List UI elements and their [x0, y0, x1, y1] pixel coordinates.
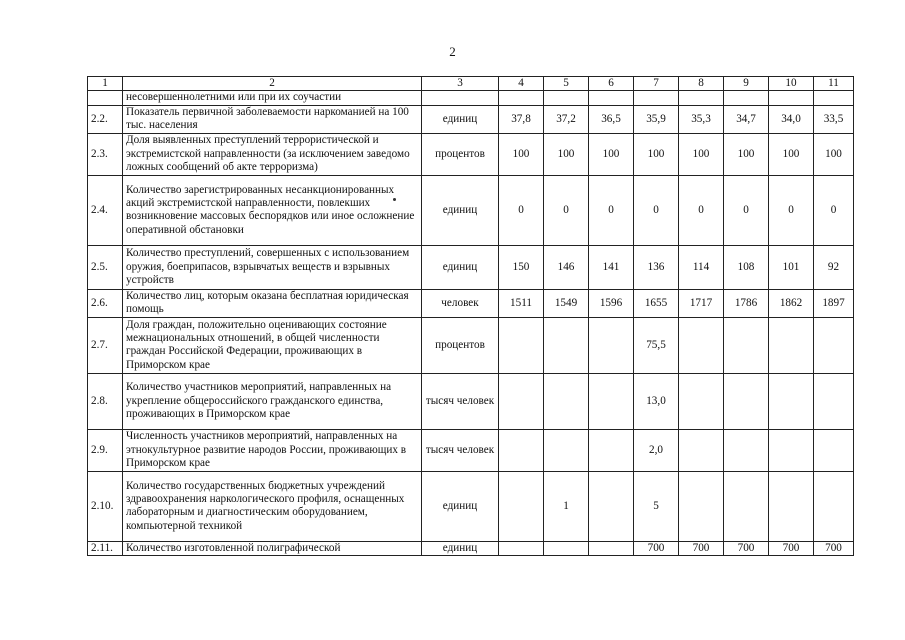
- value-cell: 700: [814, 541, 854, 555]
- value-cell: [499, 317, 544, 373]
- unit-cell: единиц: [422, 471, 499, 541]
- indicator-name: Количество преступлений, совершенных с использованием оружия, боеприпасов, взрывчатых веществ и взрывных устройств: [123, 245, 422, 289]
- indicator-name: Показатель первичной заболеваемости наркоманией на 100 тыс. населения: [123, 105, 422, 133]
- unit-cell: тысяч человек: [422, 373, 499, 429]
- value-cell: [814, 429, 854, 471]
- value-cell: [814, 91, 854, 105]
- table-row: [88, 373, 854, 429]
- value-cell: 100: [634, 133, 679, 175]
- value-cell: [589, 429, 634, 471]
- value-cell: [769, 471, 814, 541]
- value-cell: [589, 471, 634, 541]
- indicator-name: несовершеннолетними или при их соучастии: [123, 91, 422, 105]
- value-cell: 700: [679, 541, 724, 555]
- header-cell: 4: [499, 77, 544, 91]
- value-cell: [769, 373, 814, 429]
- row-number: 2.10.: [88, 471, 123, 541]
- value-cell: 150: [499, 245, 544, 289]
- value-cell: [544, 373, 589, 429]
- value-cell: 700: [634, 541, 679, 555]
- value-cell: 35,9: [634, 105, 679, 133]
- value-cell: 13,0: [634, 373, 679, 429]
- value-cell: [589, 317, 634, 373]
- value-cell: [679, 373, 724, 429]
- row-number: 2.11.: [88, 541, 123, 555]
- table-row: [88, 317, 854, 373]
- value-cell: [589, 373, 634, 429]
- value-cell: [544, 541, 589, 555]
- header-cell: 10: [769, 77, 814, 91]
- value-cell: [724, 429, 769, 471]
- value-cell: 100: [589, 133, 634, 175]
- row-number: 2.8.: [88, 373, 123, 429]
- header-cell: 9: [724, 77, 769, 91]
- indicator-name: Количество изготовленной полиграфической: [123, 541, 422, 555]
- indicator-name: Количество государственных бюджетных учреждений здравоохранения наркологического профиля, оснащенных лабораторным и диагностическим оборудованием, компьютерной техникой: [123, 471, 422, 541]
- header-row: [88, 77, 854, 91]
- value-cell: [769, 429, 814, 471]
- value-cell: 100: [544, 133, 589, 175]
- value-cell: 2,0: [634, 429, 679, 471]
- value-cell: [679, 471, 724, 541]
- row-number: 2.3.: [88, 133, 123, 175]
- value-cell: 114: [679, 245, 724, 289]
- value-cell: 0: [679, 175, 724, 245]
- header-cell: 5: [544, 77, 589, 91]
- row-number: 2.7.: [88, 317, 123, 373]
- value-cell: 1897: [814, 289, 854, 317]
- table-row: [88, 429, 854, 471]
- value-cell: [724, 373, 769, 429]
- value-cell: [814, 373, 854, 429]
- header-cell: 1: [88, 77, 123, 91]
- row-number: 2.6.: [88, 289, 123, 317]
- indicators-table: [87, 76, 854, 556]
- value-cell: [499, 429, 544, 471]
- indicator-name: Количество участников мероприятий, направленных на укрепление общероссийского гражданского единства, проживающих в Приморском крае: [123, 373, 422, 429]
- value-cell: 37,8: [499, 105, 544, 133]
- value-cell: 92: [814, 245, 854, 289]
- value-cell: [814, 471, 854, 541]
- table-row: [88, 245, 854, 289]
- page-number: 2: [449, 44, 456, 59]
- table-row: [88, 175, 854, 245]
- indicator-name: Численность участников мероприятий, направленных на этнокультурное развитие народов России, проживающих в Приморском крае: [123, 429, 422, 471]
- value-cell: 75,5: [634, 317, 679, 373]
- header-cell: 11: [814, 77, 854, 91]
- indicator-name: Количество лиц, которым оказана бесплатная юридическая помощь: [123, 289, 422, 317]
- value-cell: 100: [724, 133, 769, 175]
- value-cell: 100: [814, 133, 854, 175]
- value-cell: 35,3: [679, 105, 724, 133]
- table-row: [88, 289, 854, 317]
- value-cell: 1862: [769, 289, 814, 317]
- unit-cell: единиц: [422, 175, 499, 245]
- table-row: [88, 133, 854, 175]
- value-cell: 141: [589, 245, 634, 289]
- value-cell: [769, 91, 814, 105]
- value-cell: 34,7: [724, 105, 769, 133]
- value-cell: [679, 91, 724, 105]
- table-row: [88, 541, 854, 555]
- value-cell: 700: [769, 541, 814, 555]
- value-cell: 146: [544, 245, 589, 289]
- value-cell: [499, 91, 544, 105]
- value-cell: [499, 471, 544, 541]
- unit-cell: человек: [422, 289, 499, 317]
- table-row: [88, 105, 854, 133]
- value-cell: 33,5: [814, 105, 854, 133]
- row-number: 2.5.: [88, 245, 123, 289]
- unit-cell: процентов: [422, 133, 499, 175]
- value-cell: 36,5: [589, 105, 634, 133]
- value-cell: 0: [499, 175, 544, 245]
- table-row: [88, 471, 854, 541]
- indicator-name: Количество зарегистрированных несанкционированных акций экстремистской направленности, повлекших возникновение массовых беспорядков или иное осложнение оперативной обстановки: [123, 175, 422, 245]
- row-number: 2.9.: [88, 429, 123, 471]
- value-cell: [679, 317, 724, 373]
- value-cell: 136: [634, 245, 679, 289]
- value-cell: 108: [724, 245, 769, 289]
- value-cell: [544, 91, 589, 105]
- unit-cell: тысяч человек: [422, 429, 499, 471]
- unit-cell: [422, 91, 499, 105]
- value-cell: 100: [499, 133, 544, 175]
- value-cell: 0: [769, 175, 814, 245]
- row-number: 2.4.: [88, 175, 123, 245]
- header-cell: 2: [123, 77, 422, 91]
- value-cell: [544, 317, 589, 373]
- indicator-name: Доля выявленных преступлений террористической и экстремистской направленности (за исключением заведомо ложных сообщений об акте терроризма): [123, 133, 422, 175]
- header-cell: 7: [634, 77, 679, 91]
- header-cell: 3: [422, 77, 499, 91]
- value-cell: 700: [724, 541, 769, 555]
- value-cell: 101: [769, 245, 814, 289]
- row-number: 2.2.: [88, 105, 123, 133]
- value-cell: 1549: [544, 289, 589, 317]
- unit-cell: процентов: [422, 317, 499, 373]
- value-cell: 0: [634, 175, 679, 245]
- header-cell: 6: [589, 77, 634, 91]
- value-cell: [679, 429, 724, 471]
- value-cell: 0: [814, 175, 854, 245]
- unit-cell: единиц: [422, 245, 499, 289]
- value-cell: 1655: [634, 289, 679, 317]
- value-cell: [544, 429, 589, 471]
- value-cell: 1: [544, 471, 589, 541]
- value-cell: [499, 373, 544, 429]
- header-cell: 8: [679, 77, 724, 91]
- value-cell: 37,2: [544, 105, 589, 133]
- value-cell: [814, 317, 854, 373]
- value-cell: [589, 541, 634, 555]
- value-cell: [769, 317, 814, 373]
- value-cell: 5: [634, 471, 679, 541]
- value-cell: 0: [724, 175, 769, 245]
- value-cell: 0: [544, 175, 589, 245]
- value-cell: 100: [769, 133, 814, 175]
- value-cell: [499, 541, 544, 555]
- row-number: [88, 91, 123, 105]
- value-cell: 0: [589, 175, 634, 245]
- value-cell: 1786: [724, 289, 769, 317]
- value-cell: 1717: [679, 289, 724, 317]
- value-cell: 100: [679, 133, 724, 175]
- value-cell: [589, 91, 634, 105]
- value-cell: [724, 471, 769, 541]
- value-cell: [724, 91, 769, 105]
- value-cell: [634, 91, 679, 105]
- indicator-name: Доля граждан, положительно оценивающих состояние межнациональных отношений, в общей численности граждан Российской Федерации, проживающих в Приморском крае: [123, 317, 422, 373]
- unit-cell: единиц: [422, 541, 499, 555]
- value-cell: 1511: [499, 289, 544, 317]
- scan-speck: [393, 198, 396, 201]
- unit-cell: единиц: [422, 105, 499, 133]
- continuation-row: [88, 91, 854, 105]
- value-cell: 34,0: [769, 105, 814, 133]
- value-cell: 1596: [589, 289, 634, 317]
- value-cell: [724, 317, 769, 373]
